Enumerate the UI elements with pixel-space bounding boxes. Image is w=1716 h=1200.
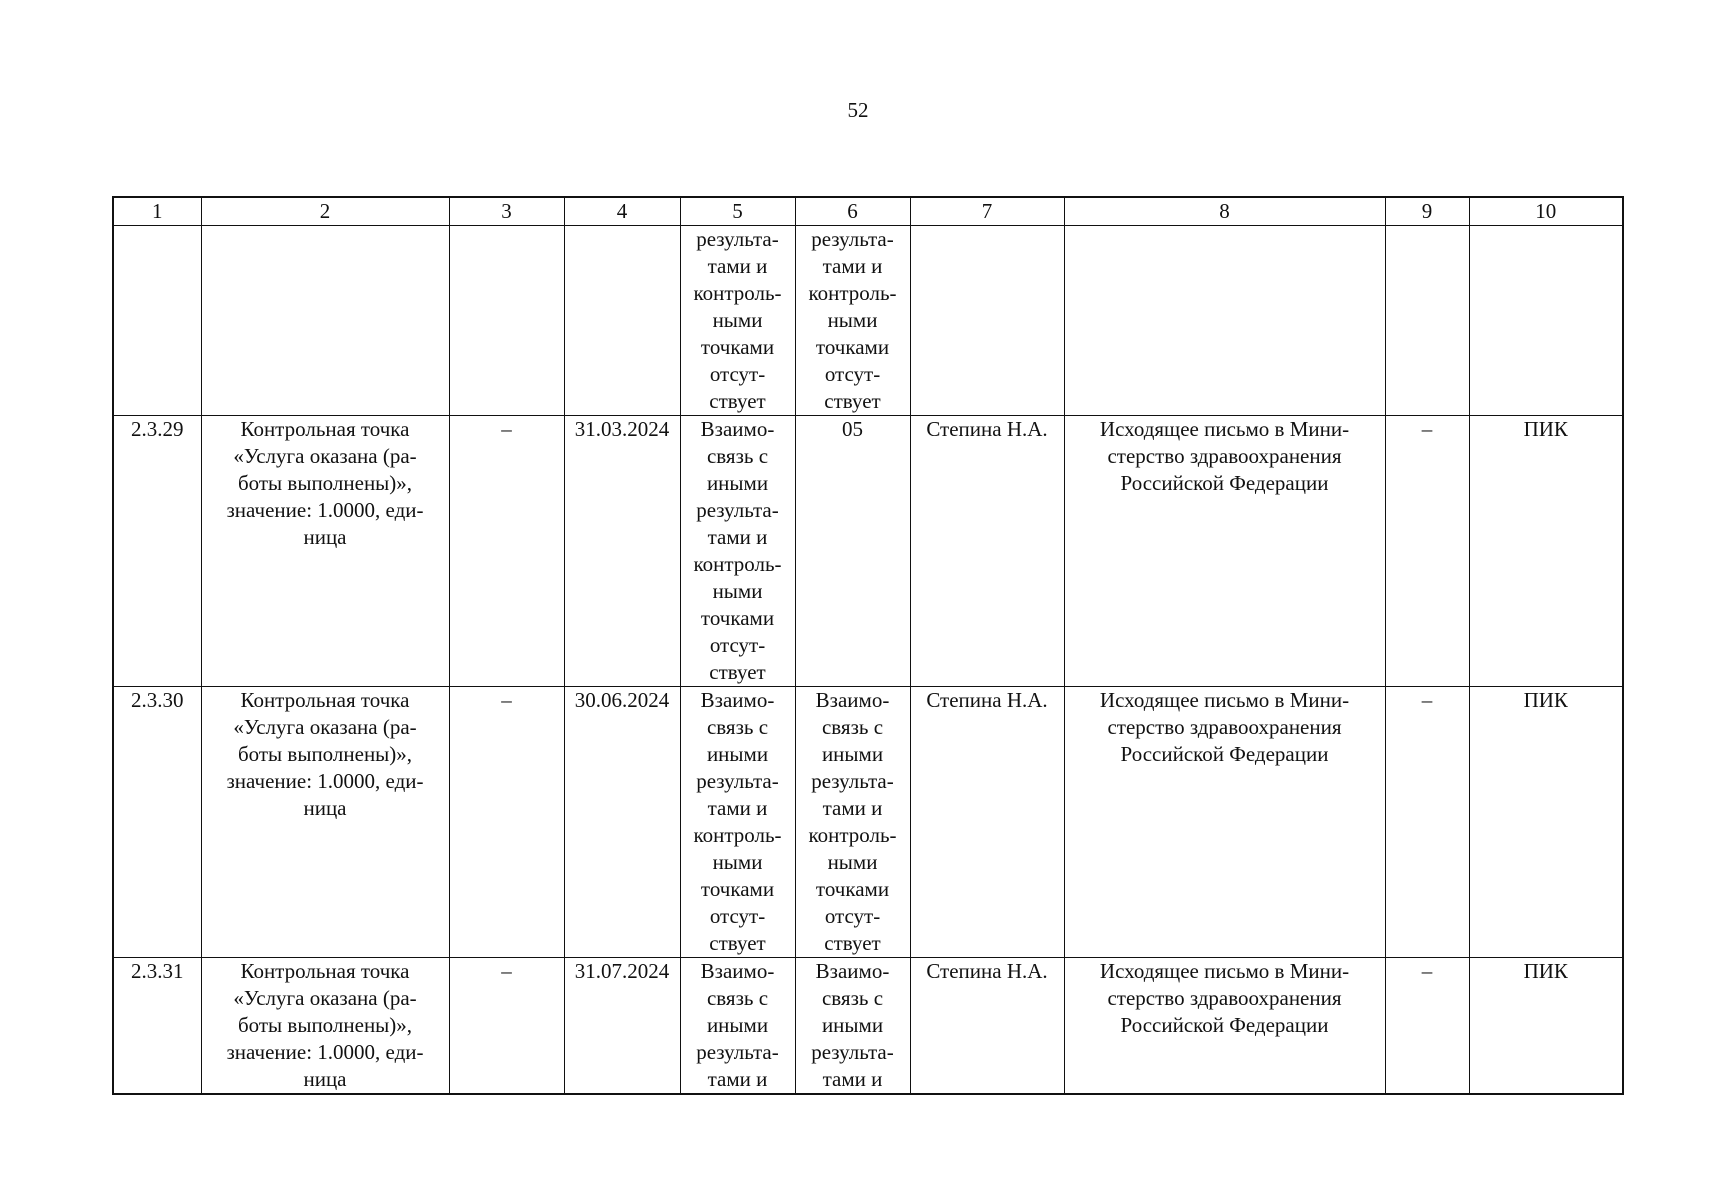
col6-cell: Взаимо- связь с иными результа- тами и: [795, 958, 910, 1095]
column-header: 7: [910, 197, 1064, 226]
col5-cell: Взаимо- связь с иными результа- тами и контроль- ными точками отсут- ствует: [680, 416, 795, 687]
responsible-cell: Степина Н.А.: [910, 958, 1064, 1095]
col3-cell: [449, 226, 564, 416]
row-number-cell: 2.3.31: [113, 958, 201, 1095]
column-header: 10: [1469, 197, 1623, 226]
header-row: [113, 197, 1623, 226]
control-points-table: [112, 196, 1624, 1095]
col9-cell: [1385, 226, 1469, 416]
document-cell: Исходящее письмо в Мини- стерство здравоохранения Российской Федерации: [1064, 958, 1385, 1095]
responsible-cell: [910, 226, 1064, 416]
table-row: [113, 226, 1623, 416]
date-cell: 31.03.2024: [564, 416, 680, 687]
row-number-cell: 2.3.30: [113, 687, 201, 958]
column-header: 2: [201, 197, 449, 226]
col5-cell: Взаимо- связь с иными результа- тами и: [680, 958, 795, 1095]
row-number-cell: 2.3.29: [113, 416, 201, 687]
name-cell: Контрольная точка «Услуга оказана (ра- боты выполнены)», значение: 1.0000, еди- ница: [201, 416, 449, 687]
date-cell: 30.06.2024: [564, 687, 680, 958]
column-header: 1: [113, 197, 201, 226]
table-row: [113, 416, 1623, 687]
col6-cell: 05: [795, 416, 910, 687]
col3-cell: –: [449, 687, 564, 958]
responsible-cell: Степина Н.А.: [910, 687, 1064, 958]
name-cell: Контрольная точка «Услуга оказана (ра- боты выполнены)», значение: 1.0000, еди- ница: [201, 958, 449, 1095]
column-header: 8: [1064, 197, 1385, 226]
document-cell: Исходящее письмо в Мини- стерство здравоохранения Российской Федерации: [1064, 687, 1385, 958]
col5-cell: Взаимо- связь с иными результа- тами и контроль- ными точками отсут- ствует: [680, 687, 795, 958]
col6-cell: Взаимо- связь с иными результа- тами и контроль- ными точками отсут- ствует: [795, 687, 910, 958]
row-number-cell: [113, 226, 201, 416]
column-header: 6: [795, 197, 910, 226]
date-cell: [564, 226, 680, 416]
system-cell: ПИК: [1469, 687, 1623, 958]
table-row: [113, 958, 1623, 1095]
column-header: 4: [564, 197, 680, 226]
name-cell: Контрольная точка «Услуга оказана (ра- боты выполнены)», значение: 1.0000, еди- ница: [201, 687, 449, 958]
col9-cell: –: [1385, 958, 1469, 1095]
column-header: 9: [1385, 197, 1469, 226]
system-cell: [1469, 226, 1623, 416]
column-header: 5: [680, 197, 795, 226]
table-row: [113, 687, 1623, 958]
col9-cell: –: [1385, 416, 1469, 687]
system-cell: ПИК: [1469, 958, 1623, 1095]
col9-cell: –: [1385, 687, 1469, 958]
document-cell: Исходящее письмо в Мини- стерство здравоохранения Российской Федерации: [1064, 416, 1385, 687]
column-header: 3: [449, 197, 564, 226]
document-cell: [1064, 226, 1385, 416]
date-cell: 31.07.2024: [564, 958, 680, 1095]
system-cell: ПИК: [1469, 416, 1623, 687]
col6-cell: результа- тами и контроль- ными точками отсут- ствует: [795, 226, 910, 416]
col3-cell: –: [449, 416, 564, 687]
page-number: 52: [847, 98, 869, 122]
col5-cell: результа- тами и контроль- ными точками отсут- ствует: [680, 226, 795, 416]
name-cell: [201, 226, 449, 416]
responsible-cell: Степина Н.А.: [910, 416, 1064, 687]
col3-cell: –: [449, 958, 564, 1095]
